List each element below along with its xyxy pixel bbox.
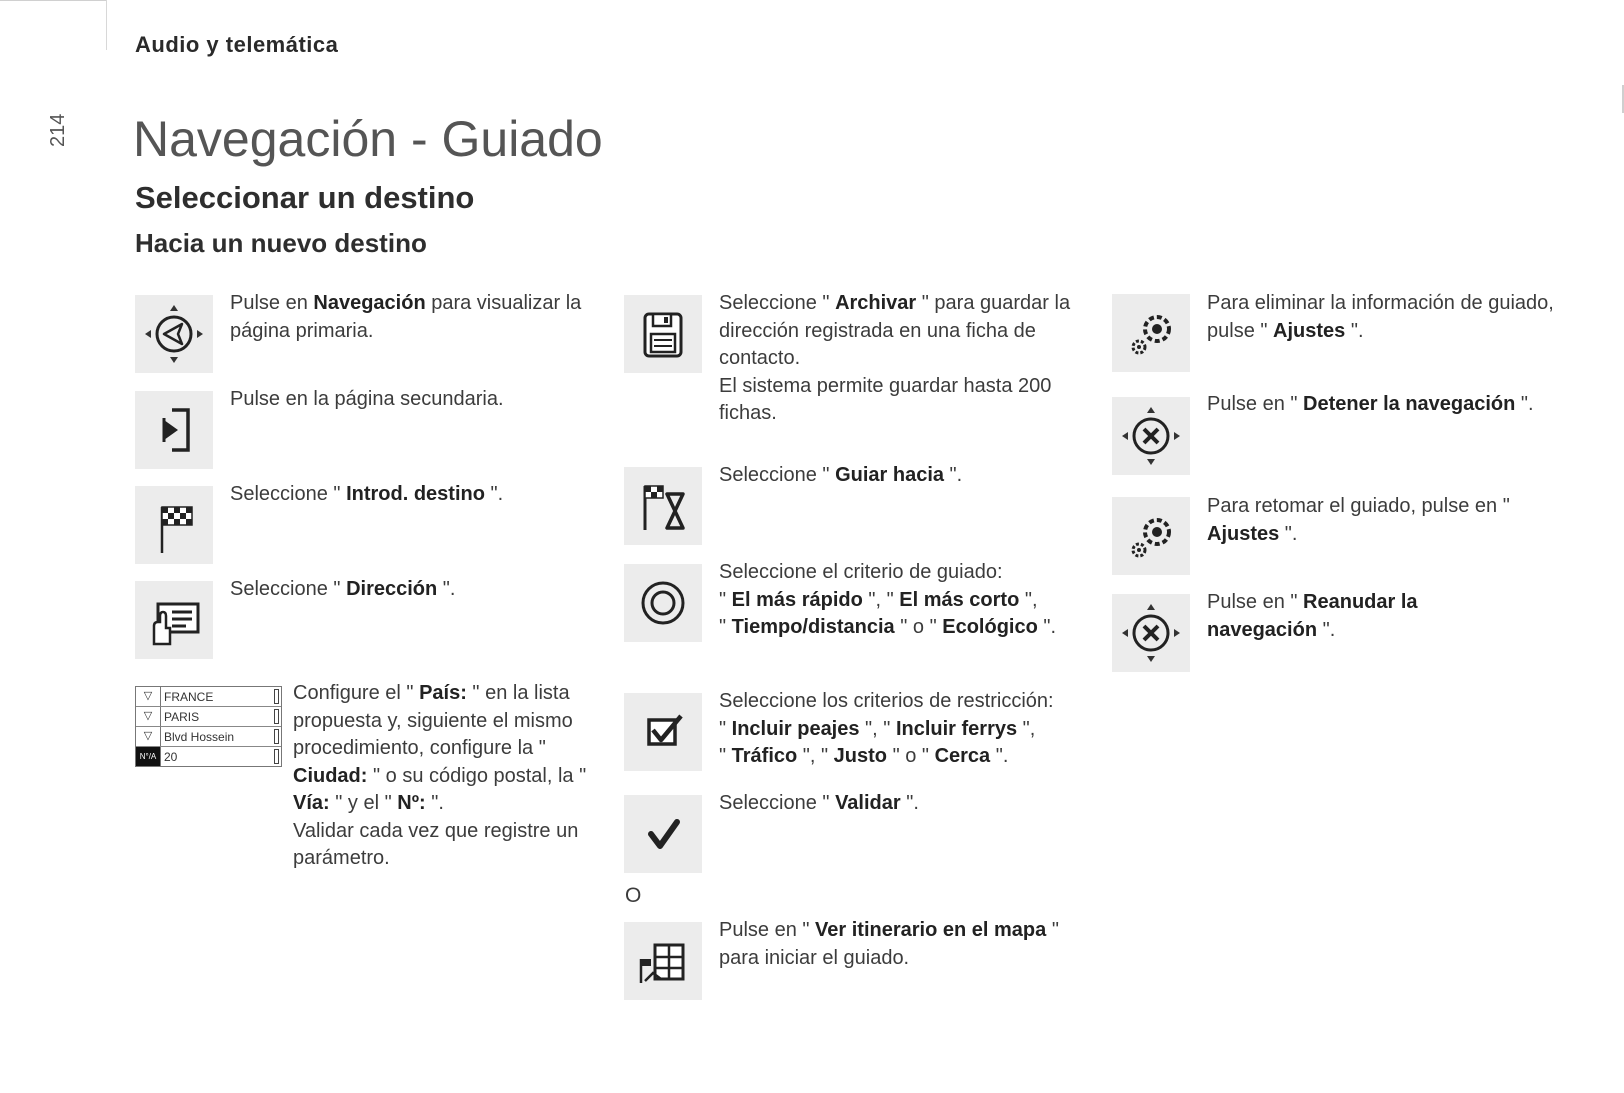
step-validate: Seleccione " Validar ". xyxy=(719,792,919,814)
scroll-indicator xyxy=(274,689,279,704)
screen-value: PARIS xyxy=(164,709,200,724)
guide-to-icon xyxy=(624,467,702,545)
navigation-icon xyxy=(135,295,213,373)
stop-navigation-icon xyxy=(1112,594,1190,672)
screen-row-city xyxy=(136,707,281,727)
screen-value: FRANCE xyxy=(164,689,214,704)
section-label: Audio y telemática xyxy=(135,32,339,57)
screen-value: 20 xyxy=(164,749,178,764)
top-rule xyxy=(0,0,106,1)
gear-icon xyxy=(1112,497,1190,575)
target-circle-icon xyxy=(624,564,702,642)
step-view-itinerary: Pulse en " Ver itinerario en el mapa " para iniciar el guiado. xyxy=(719,919,1059,969)
section-heading: Seleccionar un destino xyxy=(135,180,475,215)
checkered-flag-icon xyxy=(135,486,213,564)
step-resume-navigation: Pulse en " Reanudar la navegación ". xyxy=(1207,591,1418,641)
dropdown-marker: ▽ xyxy=(136,687,161,706)
destination-screen xyxy=(135,686,282,767)
screen-value: Blvd Hossein xyxy=(164,729,235,744)
step-address: Seleccione " Dirección ". xyxy=(230,578,456,600)
step-archive: Seleccione " Archivar " para guardar la dirección registrada en una ficha de contacto. El sistema permite guardar hasta 200 fichas. xyxy=(719,292,1071,424)
step-navigation: Pulse en Navegación para visualizar la página primaria. xyxy=(230,292,582,342)
page-title: Navegación - Guiado xyxy=(133,111,603,167)
dropdown-marker: ▽ xyxy=(136,727,161,746)
scroll-indicator xyxy=(274,729,279,744)
step-delete-guidance: Para eliminar la información de guiado, pulse " Ajustes ". xyxy=(1207,292,1554,342)
screen-row-country xyxy=(136,687,281,707)
or-separator: O xyxy=(625,884,642,907)
screen-row-street xyxy=(136,727,281,747)
screen-row-number xyxy=(136,747,281,766)
compass-arrow-icon xyxy=(142,302,206,366)
step-guidance-criteria: Seleccione el criterio de guiado: " El más rápido ", " El más corto ", " Tiempo/distancia " o " Ecológico ". xyxy=(719,561,1057,638)
map-itinerary-icon xyxy=(624,922,702,1000)
step-guide-to: Seleccione " Guiar hacia ". xyxy=(719,464,963,486)
stop-navigation-icon xyxy=(1112,397,1190,475)
step-stop-navigation: Pulse en " Detener la navegación ". xyxy=(1207,393,1534,415)
step-secondary-page: Pulse en la página secundaria. xyxy=(230,388,504,410)
scroll-indicator xyxy=(274,709,279,724)
dropdown-marker: ▽ xyxy=(136,707,161,726)
step-enter-destination: Seleccione " Introd. destino ". xyxy=(230,483,504,505)
checkbox-icon xyxy=(624,693,702,771)
page-number: 214 xyxy=(47,113,69,147)
subsection-heading: Hacia un nuevo destino xyxy=(135,228,427,258)
step-restriction-criteria: Seleccione los criterios de restricción: " Incluir peajes ", " Incluir ferrys ", " Tráfico ", " Justo " o " Cerca ". xyxy=(719,690,1054,767)
step-configure-address: Configure el " País: " en la lista propuesta y, siguiente el mismo procedimiento, configure la " Ciudad: " o su código postal, la " Vía: " y el " Nº: ". Validar cada vez que registre un parámetro. xyxy=(293,682,587,869)
checkmark-icon xyxy=(624,795,702,873)
number-marker: N°/A xyxy=(136,747,161,766)
floppy-disk-icon xyxy=(624,295,702,373)
address-card-icon xyxy=(135,581,213,659)
step-resume-settings: Para retomar el guiado, pulse en " Ajustes ". xyxy=(1207,495,1510,545)
scroll-indicator xyxy=(274,749,279,764)
secondary-page-icon xyxy=(135,391,213,469)
gear-icon xyxy=(1112,294,1190,372)
margin-rule xyxy=(106,0,107,50)
